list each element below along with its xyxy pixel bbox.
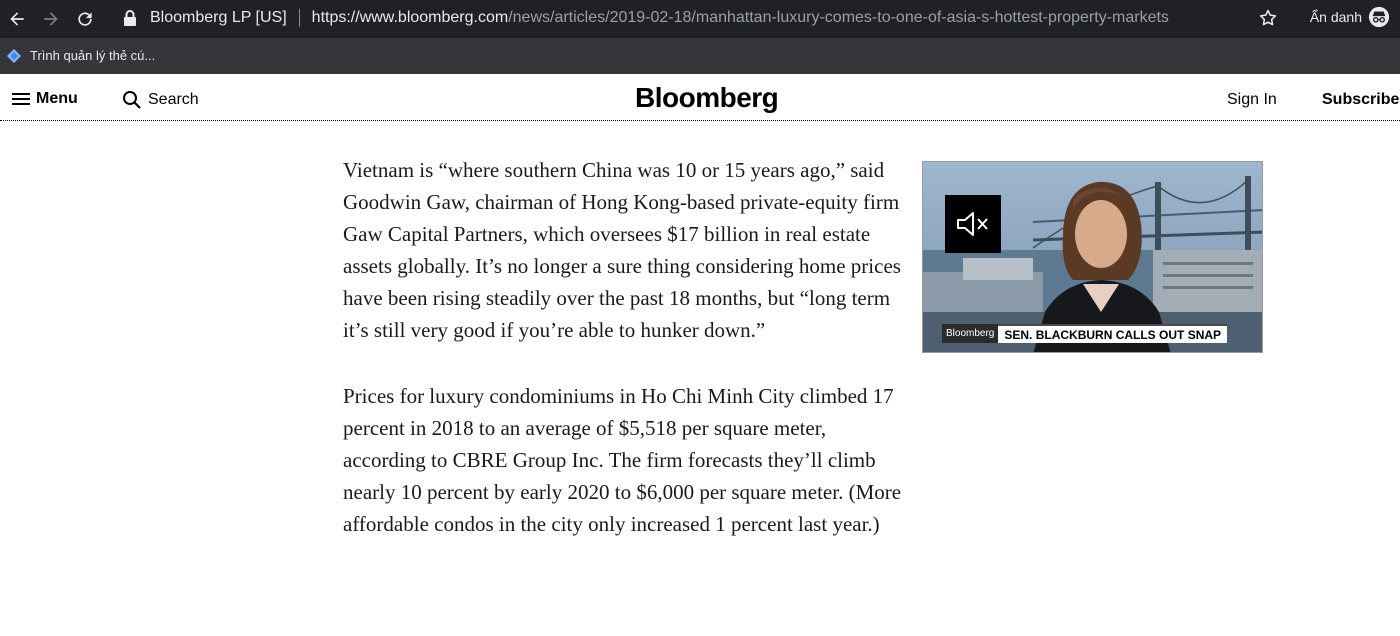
bookmarks-bar — [0, 38, 1400, 74]
news-lower-third — [942, 324, 1227, 343]
lock-icon — [122, 9, 138, 27]
ev-organization: Bloomberg LP [US] — [150, 9, 287, 26]
lower-third-brand: Bloomberg — [942, 324, 998, 343]
lower-third-headline: SEN. BLACKBURN CALLS OUT SNAP — [998, 324, 1227, 343]
star-icon[interactable] — [1258, 8, 1278, 28]
video-player[interactable] — [922, 161, 1263, 353]
search-icon — [122, 90, 142, 110]
mute-icon — [955, 209, 991, 239]
reload-button[interactable] — [68, 2, 102, 36]
article-paragraph: Vietnam is “where southern China was 10 or 15 years ago,” said Goodwin Gaw, chairman of Hong Kong-based private-equity firm Gaw Capital Partners, which oversees $17 billion in real estate assets globally. It’s no longer a sure thing considering home prices have been rising steadily over the past 18 months, but “long term it’s still very good if you’re able to hunker down.” — [343, 158, 901, 342]
bookmark-item[interactable] — [6, 48, 155, 64]
sign-in-link[interactable]: Sign In — [1227, 91, 1277, 108]
article-body — [343, 154, 903, 574]
url-text[interactable] — [312, 9, 1169, 27]
arrow-left-icon — [7, 9, 27, 29]
browser-toolbar — [0, 0, 1400, 38]
url-path: /news/articles/2019-02-18/manhattan-luxury-comes-to-one-of-asia-s-hottest-property-markets — [508, 9, 1169, 26]
divider — [299, 9, 300, 27]
forward-button[interactable] — [34, 2, 68, 36]
menu-button[interactable] — [12, 90, 78, 108]
site-header — [0, 75, 1400, 121]
mute-button[interactable] — [945, 195, 1001, 253]
bookmark-label: Trình quản lý thẻ cú... — [30, 48, 156, 63]
incognito-indicator[interactable] — [1310, 6, 1390, 28]
hamburger-icon — [12, 91, 30, 107]
reload-icon — [75, 9, 95, 29]
tag-manager-icon — [6, 48, 22, 64]
url-host: https://www.bloomberg.com — [311, 9, 509, 26]
back-button[interactable] — [0, 2, 34, 36]
article-paragraph: Prices for luxury condominiums in Ho Chi Minh City climbed 17 percent in 2018 to an average of $5,518 per square meter, according to CBRE Group Inc. The firm forecasts they’ll climb nearly 10 percent by early 2020 to $6,000 per square meter. (More affordable condos in the city only increased 1 percent last year.) — [343, 384, 902, 536]
search-label: Search — [148, 91, 199, 108]
search-button[interactable] — [122, 90, 199, 110]
arrow-right-icon — [41, 9, 61, 29]
incognito-label: Ẩn danh — [1309, 9, 1362, 25]
incognito-icon — [1368, 6, 1390, 28]
menu-label: Menu — [36, 90, 78, 107]
bloomberg-logo[interactable]: Bloomberg — [635, 82, 779, 113]
subscribe-link[interactable]: Subscribe — [1322, 91, 1400, 108]
address-bar[interactable] — [110, 2, 1290, 34]
